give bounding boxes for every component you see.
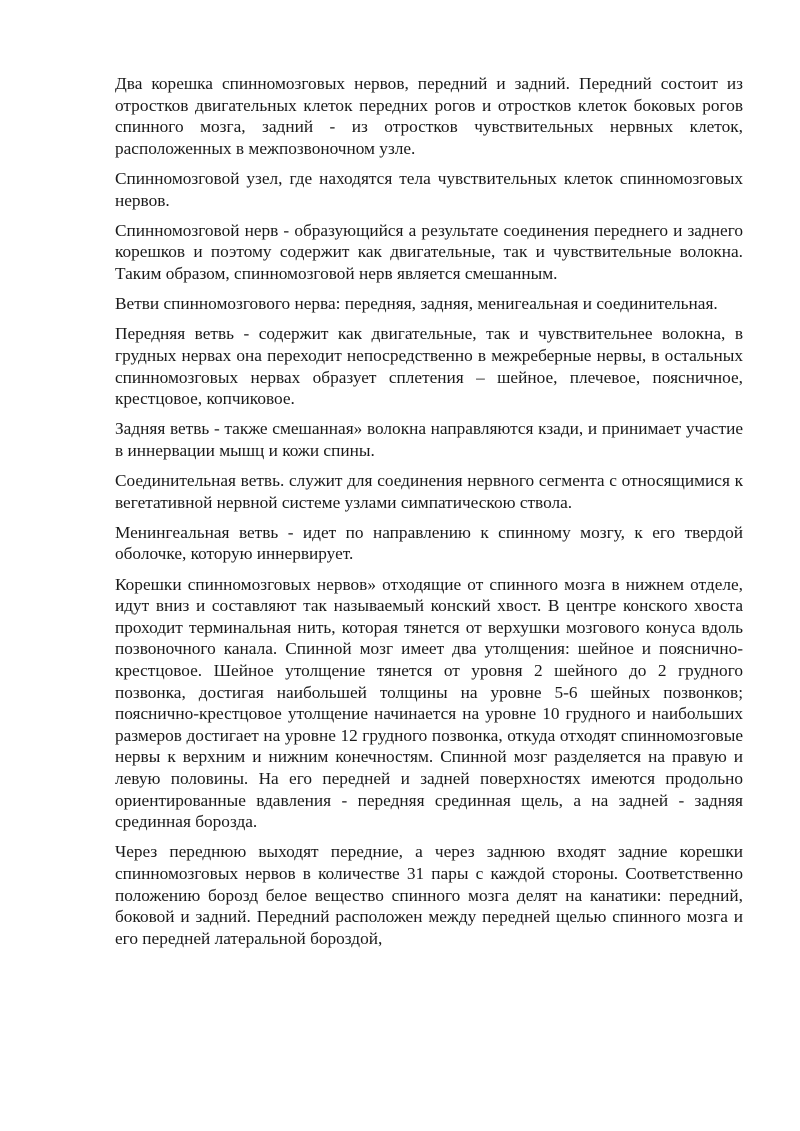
paragraph-funiculi: Через переднюю выходят передние, а через заднюю входят задние корешки спинномозговых нервов в количестве 31 пары с каждой стороны. Соответственно положению борозд белое вещество спинного мозга делят на канатики: передний, боковой и задний. Передний расположен между передней щелью спинного мозга и его передней латеральной бороздой, [115,842,743,948]
paragraph-spinal-nerve: Спинномозговой нерв - образующийся а результате соединения переднего и заднего корешков и поэтому содержит как двигательные, так и чувствительные волокна. Таким образом, спинномозговой нерв является смешанным. [115,220,743,283]
paragraph-meningeal-branch: Менингеальная ветвь - идет по направлению к спинному мозгу, к его твердой оболочке, которую иннервирует. [115,522,743,564]
paragraph-cauda-equina: Корешки спинномозговых нервов» отходящие от спинного мозга в нижнем отделе, идут вниз и составляют так называемый конский хвост. В центре конского хвоста проходит терминальная нить, которая тянется от верхушки мозгового конуса вдоль позвоночного канала. Спинной мозг имеет два утолщения: шейное и пояснично-крестцовое. Шейное утолщение тянется от уровня 2 шейного до 2 грудного позвонка, достигая наибольшей толщины на уровне 5-6 шейных позвонков; пояснично-крестцовое утолщение начинается на уровне 10 грудного и наибольших размеров достигает на уровне 12 грудного позвонка, откуда отходят спинномозговые нервы к верхним и нижним конечностям. Спинной мозг разделяется на правую и левую половины. На его передней и задней поверхностях имеются продольно ориентированные вдавления - передняя срединная щель, а на задней - задняя срединная борозда. [115,574,743,832]
paragraph-nerve-branches: Ветви спинномозгового нерва: передняя, задняя, менигеальная и соединительная. [115,294,718,314]
paragraph-roots: Два корешка спинномозговых нервов, передний и задний. Передний состоит из отростков двигательных клеток передних рогов и отростков клеток боковых рогов спинного мозга, задний - из отростков чувствительных нервных клеток, расположенных в межпозвоночном узле. [115,74,743,158]
paragraph-connecting-branch: Соединительная ветвь. служит для соединения нервного сегмента с относящимися к вегетативной нервной системе узлами симпатическою ствола. [115,471,743,512]
paragraph-posterior-branch: Задняя ветвь - также смешанная» волокна направляются кзади, и принимает участие в иннервации мышц и кожи спины. [115,419,743,460]
paragraph-spinal-ganglion: Спинномозговой узел, где находятся тела чувствительных клеток спинномозговых нервов. [115,168,743,210]
paragraph-anterior-branch: Передняя ветвь - содержит как двигательные, так и чувствительнее волокна, в грудных нервах она переходит непосредственно в межреберные нервы, в остальных спинномозговых нервах образует сплетения – шейное, плечевое, поясничное, крестцовое, копчиковое. [115,324,743,409]
